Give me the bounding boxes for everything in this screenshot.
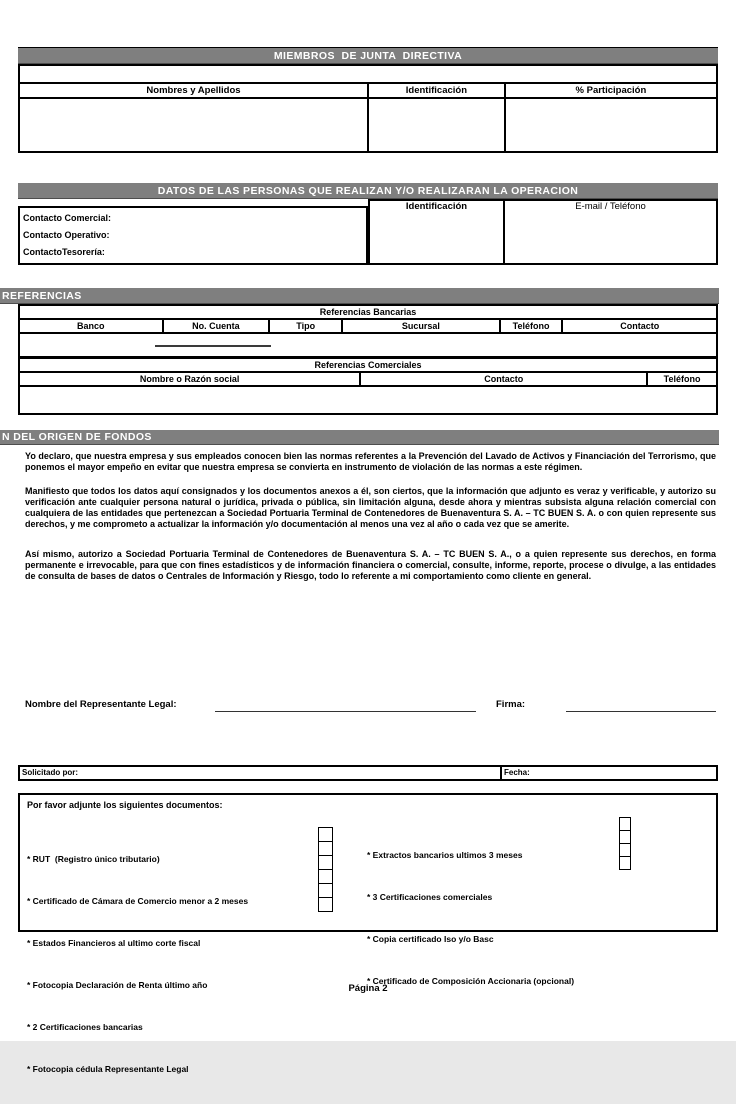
junta-input-cell-participacion[interactable] <box>505 98 717 152</box>
datos-personas-section-header: DATOS DE LAS PERSONAS QUE REALIZAN Y/O REALIZARAN LA OPERACION <box>18 183 718 199</box>
contacto-comercial-label: Contacto Comercial: <box>23 213 112 223</box>
datos-input-cell-email-telefono[interactable] <box>503 213 718 265</box>
comerciales-input-row[interactable] <box>19 386 717 414</box>
datos-col-header-identificacion: Identificación <box>368 199 505 215</box>
contacto-operativo-label: Contacto Operativo: <box>23 230 110 240</box>
doc-item-declaracion-renta: * Fotocopia Declaración de Renta último año <box>27 980 208 990</box>
declaracion-paragraph-3: Así mismo, autorizo a Sociedad Portuaria Terminal de Contenedores de Buenaventura S. A. – TC BUEN S. A., o a quien represente sus derechos, en forma permanente e irrevocable, para que con fines estadísticos y de información financiera o comercial, consulte, informe, reporte, procese o divulge, a las entidades de consulta de bases de datos o Centrales de Información y Riesgo, todo lo referente a mi comportamiento como cliente en general. <box>25 549 716 581</box>
comerciales-col-contacto: Contacto <box>360 372 647 386</box>
representante-legal-label: Nombre del Representante Legal: <box>25 699 177 710</box>
doc-item-rut: * RUT (Registro único tributario) <box>27 854 160 864</box>
origen-fondos-section-header: N DEL ORIGEN DE FONDOS <box>0 430 719 445</box>
junta-directiva-table <box>18 64 718 153</box>
referencias-comerciales-table <box>18 357 718 415</box>
solicitado-por-cell[interactable] <box>20 767 502 779</box>
doc-item-extractos-bancarios: * Extractos bancarios ultimos 3 meses <box>367 850 523 860</box>
declaracion-text-block <box>25 451 716 595</box>
bancarias-col-contacto: Contacto <box>562 319 717 333</box>
comerciales-col-telefono: Teléfono <box>647 372 717 386</box>
solicitado-por-label: Solicitado por: <box>22 768 78 777</box>
doc-item-certificaciones-bancarias: * 2 Certificaciones bancarias <box>27 1022 143 1032</box>
checkbox-column-left <box>318 828 333 912</box>
junta-input-cell-nombres[interactable] <box>19 98 368 152</box>
bancarias-col-telefono: Teléfono <box>500 319 563 333</box>
doc-item-camara-comercio: * Certificado de Cámara de Comercio menor a 2 meses <box>27 896 249 906</box>
checkbox-cedula-representante[interactable] <box>318 897 333 912</box>
referencias-bancarias-subtitle: Referencias Bancarias <box>19 305 717 319</box>
referencias-bancarias-table <box>18 304 718 358</box>
declaracion-paragraph-1: Yo declaro, que nuestra empresa y sus empleados conocen bien las normas referentes a la Prevención del Lavado de Activos y Financiación del Terrorismo, que ponemos el mayor empeño en evitar que nuestra empresa se convierta en instrumento de violación de las normas a este régimen. <box>25 451 716 472</box>
representante-legal-input-line[interactable] <box>215 711 476 712</box>
page-number-label: Página 2 <box>348 983 388 994</box>
checkbox-certificaciones-bancarias[interactable] <box>318 883 333 898</box>
junta-col-header-nombres: Nombres y Apellidos <box>19 83 368 98</box>
junta-input-cell-identificacion[interactable] <box>368 98 505 152</box>
doc-item-estados-financieros: * Estados Financieros al ultimo corte fiscal <box>27 938 201 948</box>
checkbox-camara-comercio[interactable] <box>318 841 333 856</box>
referencias-comerciales-subtitle: Referencias Comerciales <box>19 358 717 372</box>
documentos-intro-label: Por favor adjunte los siguientes documentos: <box>27 800 223 810</box>
firma-input-line[interactable] <box>566 711 716 712</box>
doc-item-certificado-iso-basc: * Copia certificado Iso y/o Basc <box>367 934 494 944</box>
checkbox-column-right <box>619 818 631 870</box>
bancarias-col-sucursal: Sucursal <box>342 319 500 333</box>
datos-col-header-email-telefono: E-mail / Teléfono <box>503 199 718 215</box>
checkbox-certificado-iso-basc[interactable] <box>619 843 631 857</box>
fecha-cell[interactable] <box>502 767 716 779</box>
cuenta-fill-line[interactable] <box>155 345 271 347</box>
checkbox-declaracion-renta[interactable] <box>318 869 333 884</box>
junta-col-header-identificacion: Identificación <box>368 83 505 98</box>
checkbox-estados-financieros[interactable] <box>318 855 333 870</box>
datos-input-cell-identificacion[interactable] <box>368 213 505 265</box>
solicitado-fecha-row <box>18 765 718 781</box>
firma-label: Firma: <box>496 699 526 710</box>
junta-col-header-participacion: % Participación <box>505 83 717 98</box>
bancarias-col-tipo: Tipo <box>269 319 342 333</box>
junta-directiva-section-header: MIEMBROS DE JUNTA DIRECTIVA <box>18 47 718 64</box>
checkbox-certificaciones-comerciales[interactable] <box>619 830 631 844</box>
referencias-section-header: REFERENCIAS <box>0 288 719 304</box>
bancarias-col-banco: Banco <box>19 319 163 333</box>
doc-item-composicion-accionaria: * Certificado de Composición Accionaria (opcional) <box>367 976 575 986</box>
checkbox-rut[interactable] <box>318 827 333 842</box>
fecha-label: Fecha: <box>504 768 530 777</box>
declaracion-paragraph-2: Manifiesto que todos los datos aquí consignados y los documentos anexos a él, son ciertos, que la información que adjunto es veraz y verificable, y autorizo su verificación ante cualquier persona natural o jurídica, privada o pública, sin limitación alguna, desde ahora y mientras subsista alguna relación comercial con cualquiera de las entidades que pertenezcan a Sociedad Portuaria Terminal de Contenedores de Buenaventura S. A. – TC BUEN S. A. o con quien represente sus derechos, y me comprometo a actualizar la información y/o documentación al menos una vez al año o cada vez que se amerite. <box>25 486 716 529</box>
junta-empty-row[interactable] <box>19 65 717 83</box>
contacto-tesoreria-label: ContactoTesorería: <box>23 247 105 257</box>
comerciales-col-razon-social: Nombre o Razón social <box>19 372 360 386</box>
doc-item-certificaciones-comerciales: * 3 Certificaciones comerciales <box>367 892 493 902</box>
bancarias-input-row[interactable] <box>19 333 717 357</box>
bancarias-col-cuenta: No. Cuenta <box>163 319 270 333</box>
doc-item-cedula-representante: * Fotocopia cédula Representante Legal <box>27 1064 189 1074</box>
checkbox-extractos-bancarios[interactable] <box>619 817 631 831</box>
documentos-lista-izquierda <box>27 824 248 1104</box>
datos-contactos-block <box>18 206 368 265</box>
checkbox-composicion-accionaria[interactable] <box>619 856 631 870</box>
